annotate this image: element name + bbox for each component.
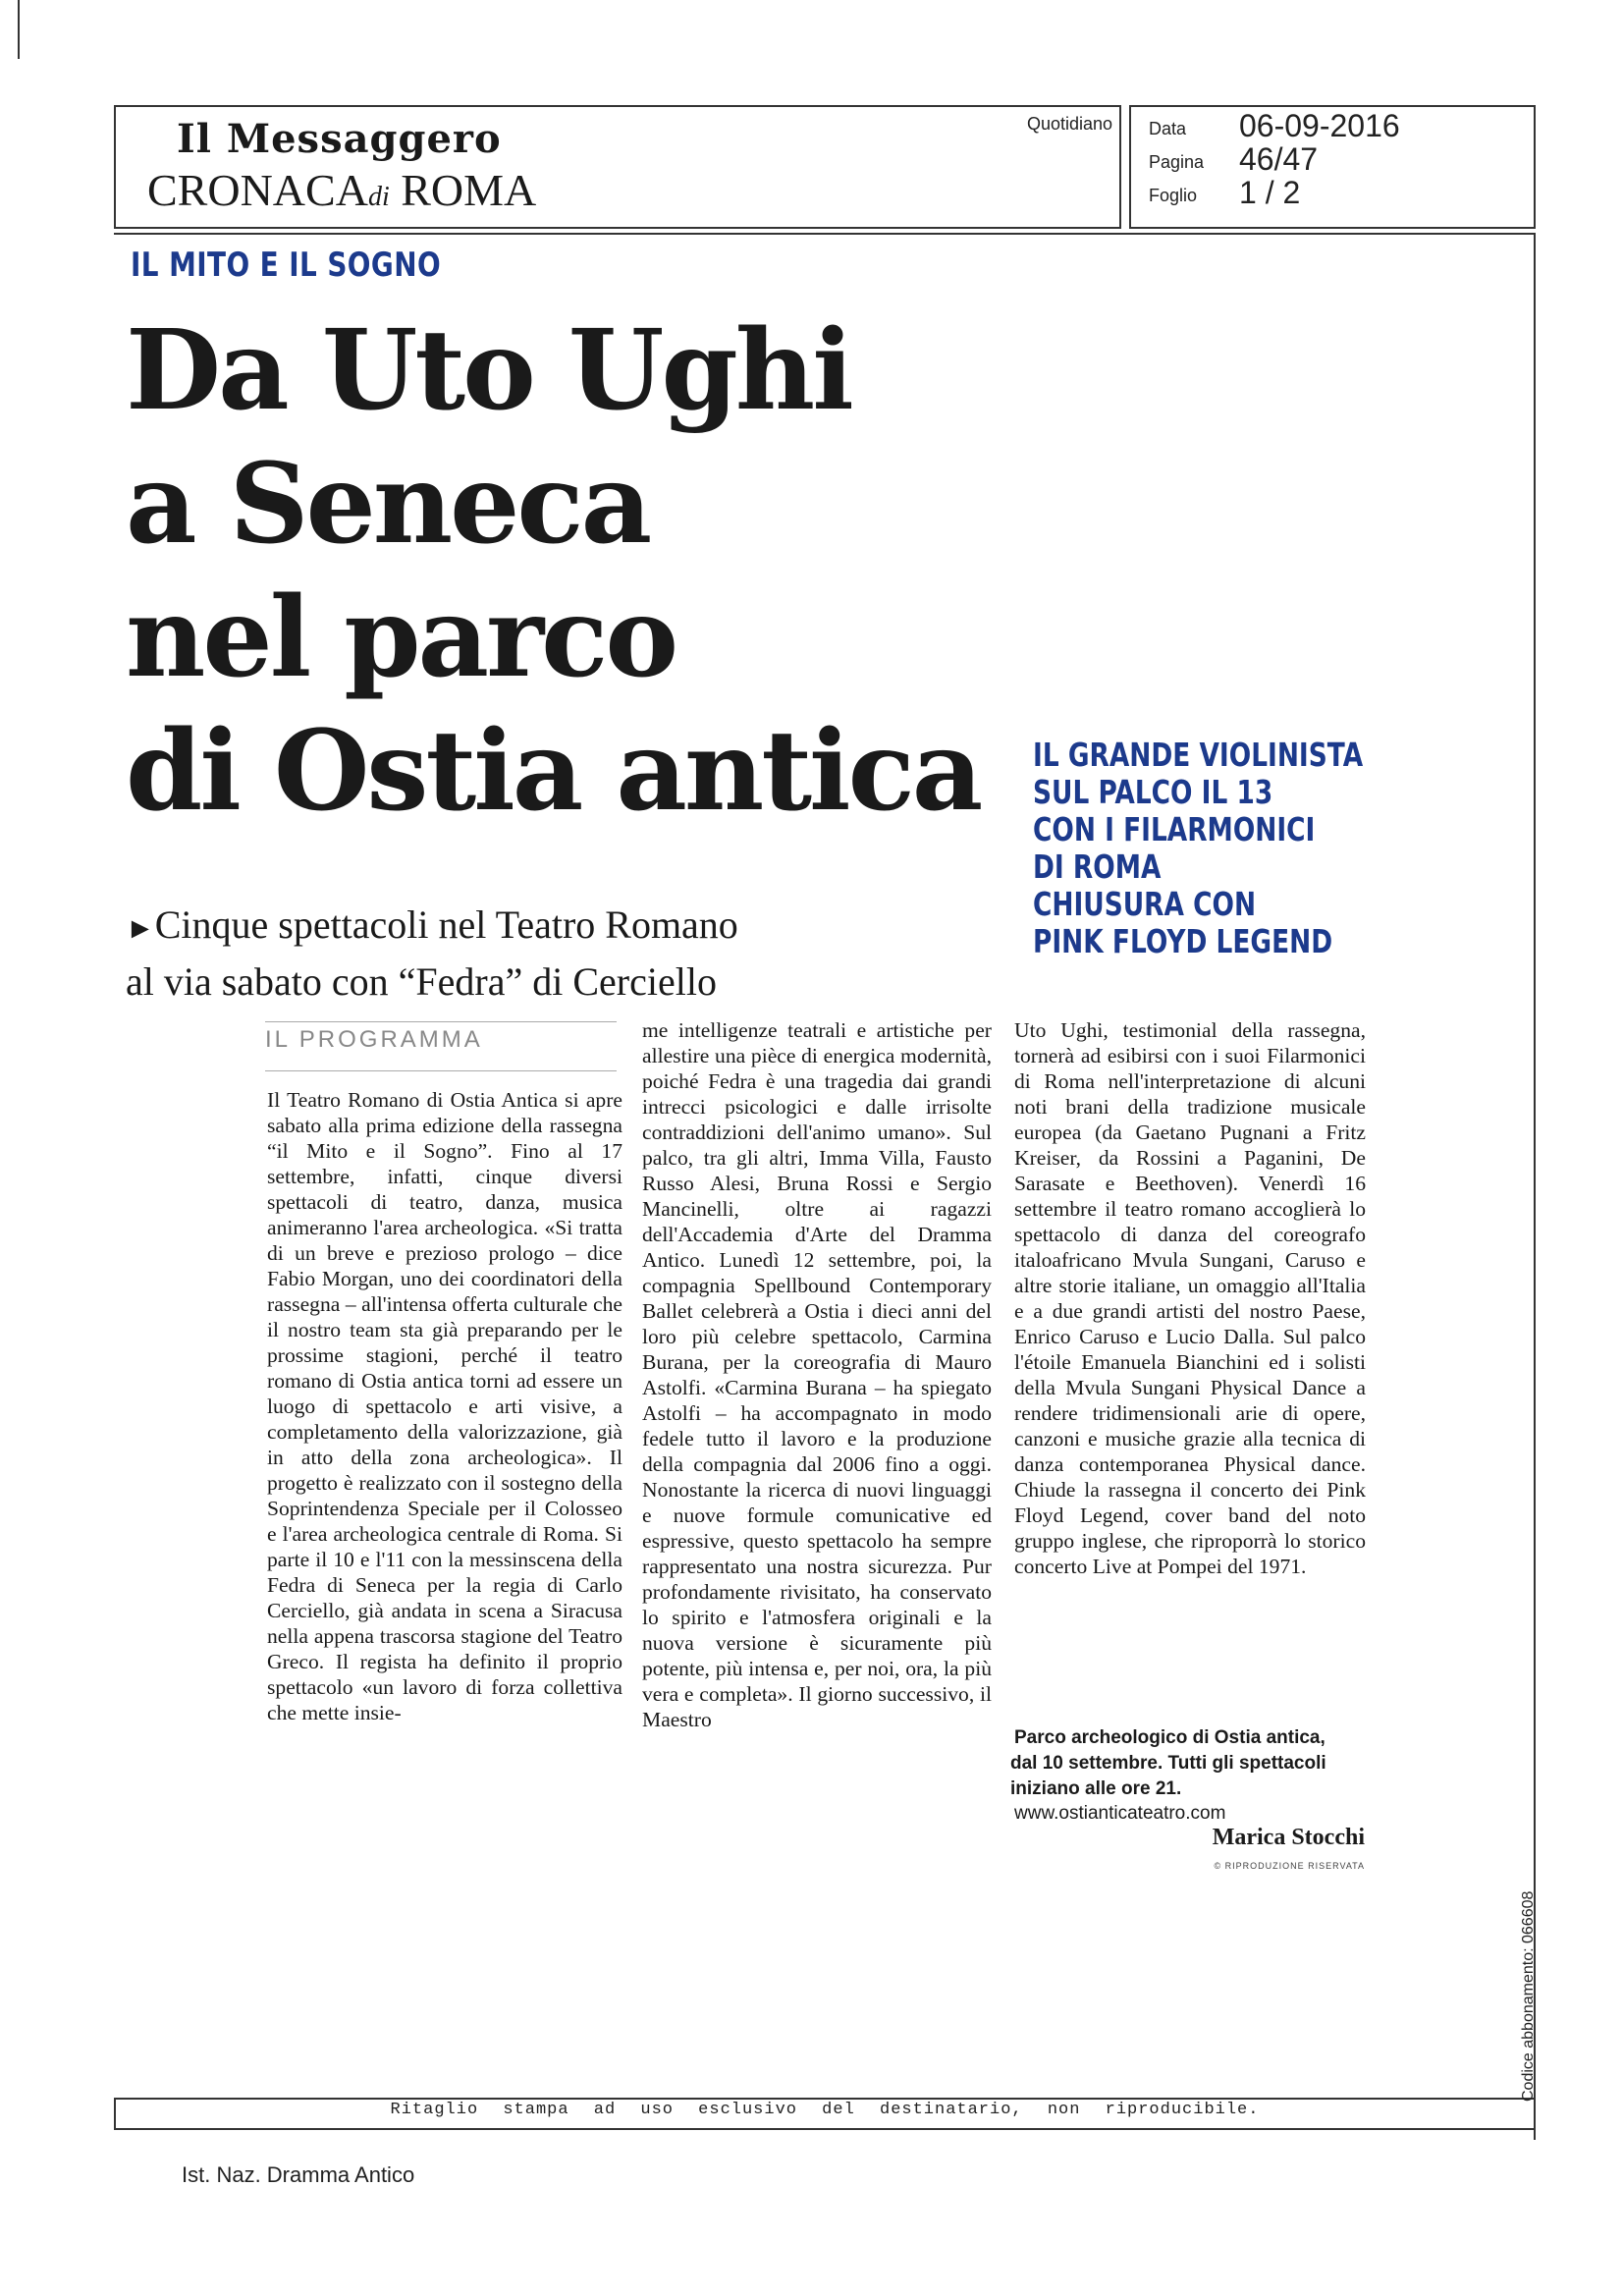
article-sidebar-callout — [1033, 736, 1364, 960]
article-column-1 — [267, 1087, 622, 1725]
event-website: www.ostianticateatro.com — [1014, 1803, 1226, 1824]
clipping-notice: Ritaglio stampa ad uso esclusivo del destinatario, non riproducibile. — [390, 2101, 1260, 2119]
event-info-line: Parco archeologico di Ostia antica, — [1014, 1727, 1325, 1748]
article-column-3 — [1014, 1017, 1366, 1579]
data-value: 06-09-2016 — [1239, 108, 1400, 143]
article-headline — [126, 304, 981, 839]
subscription-code: Codice abbonamento: 066608 — [1520, 1890, 1537, 2102]
callout-line: CHIUSURA CON — [1033, 885, 1257, 923]
callout-line: CON I FILARMONICI — [1033, 810, 1316, 848]
subhead-line: Cinque spettacoli nel Teatro Romano — [154, 902, 738, 947]
pagina-value: 46/47 — [1239, 141, 1319, 177]
headline-line: di Ostia antica — [126, 707, 981, 836]
programma-rule-top — [265, 1021, 617, 1022]
event-info-line: iniziano alle ore 21. — [1010, 1778, 1182, 1799]
article-kicker: IL MITO E IL SOGNO — [131, 246, 442, 285]
column-text: Il Teatro Romano di Ostia Antica si apre sabato alla prima edizione della rassegna “il Mito e il Sogno”. Fino al 17 settembre, infatti, cinque diversi spettacoli di teatro, danza, musica animeranno l'area archeologica. «Si tratta di un breve e prezioso prologo – dice Fabio Morgan, uno dei coordinatori della rassegna – all'intensa offerta culturale che il nostro team sta già preparando per le prossime stagioni, perché il teatro romano di Ostia antica torni ad essere un luogo di spettacolo e arti visive, a completamento della valorizzazione, già in atto della zona archeologica». Il progetto è realizzato con il sostegno della Soprintendenza Speciale per il Colosseo e l'area archeologica centrale di Roma. Si parte il 10 e l'11 con la messinscena della Fedra di Seneca per la regia di Carlo Cerciello, già andata in scena a Siracusa nella appena trascorsa stagione del Teatro Greco. Il regista ha definito il proprio spettacolo «un lavoro di forza collettiva che mette insie- — [267, 1088, 622, 1724]
frame-bottom-rule — [114, 2098, 1536, 2100]
pagina-label: Pagina — [1149, 152, 1205, 172]
foglio-label: Foglio — [1149, 186, 1198, 205]
data-label: Data — [1149, 119, 1187, 138]
triangle-bullet-icon: ► — [126, 912, 155, 945]
callout-line: SUL PALCO IL 13 — [1033, 773, 1273, 811]
frame-top-rule — [114, 233, 1536, 235]
section-main: CRONACA — [147, 165, 368, 215]
callout-line: DI ROMA — [1033, 847, 1162, 886]
headline-line: a Seneca — [126, 440, 650, 569]
section-di: di — [367, 182, 390, 212]
article-column-2 — [642, 1017, 992, 1732]
callout-line: PINK FLOYD LEGEND — [1033, 922, 1333, 960]
event-info-line: dal 10 settembre. Tutti gli spettacoli — [1010, 1753, 1326, 1774]
frame-bottom-rule-2 — [114, 2128, 1536, 2130]
headline-line: nel parco — [126, 574, 676, 702]
article-author: Marica Stocchi — [1212, 1825, 1365, 1850]
programma-rule-bottom — [265, 1070, 617, 1071]
column-text: Uto Ughi, testimonial della rassegna, tornerà ad esibirsi con i suoi Filarmonici di Roma nell'interpretazione di alcuni noti brani della tradizione musicale europea (da Gaetano Pugnani a Fritz Kreiser, da Rossini a Paganini, De Sarasate e Beethoven). Venerdì 16 settembre il teatro romano accoglierà lo spettacolo di danza del coreografo italoafricano Mvula Sungani, Caruso e altre storie italiane, un omaggio all'Italia e a due grandi artisti del nostro Paese, Enrico Caruso e Lucio Dalla. Sul palco l'étoile Emanuela Bianchini ed i solisti della Mvula Sungani Physical Dance a rendere tridimensionali arie di opere, canzoni e musiche grazie alla tecnica di danza contemporanea Physical dance. Chiude la rassegna il concerto dei Pink Floyd Legend, cover band del noto gruppo inglese, che riproporrà lo storico concerto Live at Pompei del 1971. — [1014, 1018, 1366, 1578]
frame-right-rule — [1534, 233, 1536, 2140]
newspaper-section — [147, 164, 536, 216]
column-text: me intelligenze teatrali e artistiche per allestire una pièce di energica modernità, poiché Fedra è una tragedia dai grandi intrecci psicologici e dalle irrisolte contraddizioni dell'animo umano». Sul palco, tra gli altri, Imma Villa, Fausto Russo Alesi, Bruna Rossi e Sergio Mancinelli, oltre ai ragazzi dell'Accademia d'Arte del Dramma Antico. Lunedì 12 settembre, poi, la compagnia Spellbound Contemporary Ballet celebrerà a Ostia i dieci anni del loro più celebre spettacolo, Carmina Burana, per la coreografia di Mauro Astolfi. «Carmina Burana – ha spiegato Astolfi – ha accompagnato in modo fedele tutto il lavoro e la produzione della compagnia dal 2006 fino a oggi. Nonostante la ricerca di nuovi linguaggi e nuove formule comunicative ed espressive, questo spettacolo ha sempre rappresentato una nostra sicurezza. Pur profondamente rivisitato, ha conservato lo spirito e l'atmosfera originali e la nuova versione è sicuramente più potente, più intensa e, per noi, ora, la più vera e completa». Il giorno successivo, il Maestro — [642, 1018, 992, 1731]
article-subhead — [126, 899, 911, 1009]
foglio-value: 1 / 2 — [1239, 175, 1301, 210]
subhead-line: al via sabato con “Fedra” di Cerciello — [126, 959, 717, 1004]
rights-notice: © RIPRODUZIONE RISERVATA — [1214, 1861, 1365, 1871]
programma-label: IL PROGRAMMA — [265, 1026, 483, 1053]
callout-line: IL GRANDE VIOLINISTA — [1033, 736, 1364, 774]
source-institution: Ist. Naz. Dramma Antico — [182, 2162, 415, 2187]
scan-margin-mark — [18, 0, 20, 59]
section-city: ROMA — [401, 165, 537, 215]
publication-type: Quotidiano — [1027, 114, 1113, 134]
newspaper-masthead: Il Messaggero — [177, 116, 502, 162]
headline-line: Da Uto Ughi — [126, 306, 851, 435]
